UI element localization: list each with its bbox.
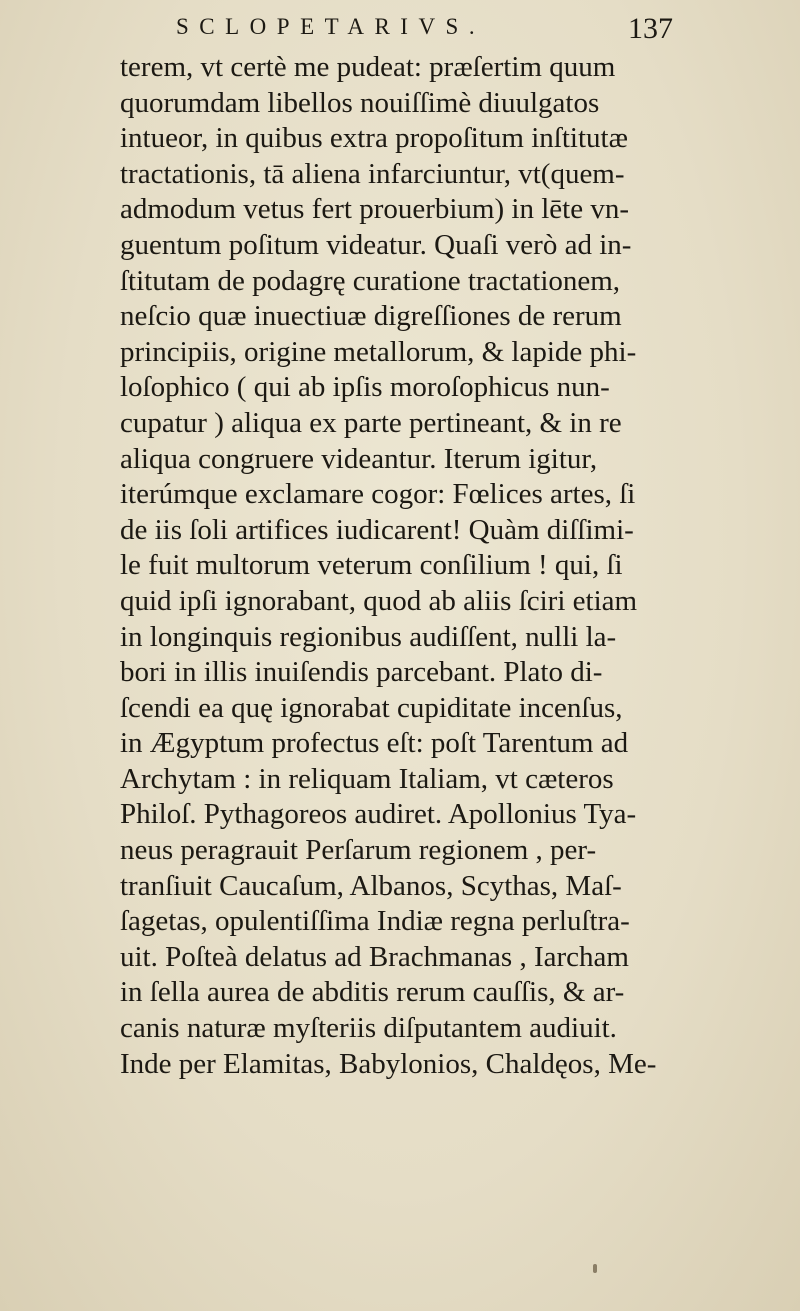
page-number: 137 [628, 12, 673, 45]
text-line: in ſella aurea de abditis rerum cauſſis, & ar- [120, 976, 625, 1009]
text-line: aliqua congruere videantur. Iterum igitur, [120, 442, 598, 475]
text-line: Philoſ. Pythagoreos audiret. Apollonius Tya- [120, 798, 637, 831]
text-line: ſtitutam de podagrę curatione tractationem, [120, 264, 621, 297]
text-line: admodum vetus fert prouerbium) in lēte vn- [120, 193, 629, 226]
text-line: ſagetas, opulentiſſima Indiæ regna perluſtra- [120, 905, 630, 938]
text-line: tranſiuit Caucaſum, Albanos, Scythas, Maſ- [120, 869, 622, 902]
text-line: de iis ſoli artifices iudicarent! Quàm diſſimi- [120, 513, 634, 546]
text-line: principiis, origine metallorum, & lapide phi- [120, 335, 637, 368]
text-line: quorumdam libellos nouiſſimè diuulgatos [120, 86, 600, 119]
text-line: bori in illis inuiſendis parcebant. Plato di- [120, 656, 603, 689]
text-line: iterúmque exclamare cogor: Fœlices artes, ſi [120, 478, 636, 511]
text-line: loſophico ( qui ab ipſis moroſophicus nun- [120, 371, 610, 404]
text-line: terem, vt certè me pudeat: præſertim quum [120, 51, 616, 83]
text-line: guentum poſitum videatur. Quaſi verò ad in- [120, 228, 632, 261]
text-line: uit. Poſteà delatus ad Brachmanas , Iarcham [120, 940, 629, 973]
text-line: in Ægyptum profectus eſt: poſt Tarentum ad [120, 727, 629, 760]
text-line: ſcendi ea quę ignorabat cupiditate incenſus, [120, 691, 623, 724]
text-line: quid ipſi ignorabant, quod ab aliis ſciri etiam [120, 584, 638, 617]
text-line: cupatur ) aliqua ex parte pertineant, & in re [120, 406, 622, 439]
text-line: intueor, in quibus extra propoſitum inſtitutæ [120, 122, 628, 155]
text-line: in longinquis regionibus audiſſent, nulli la- [120, 620, 617, 653]
text-line: neus peragrauit Perſarum regionem , per- [120, 834, 597, 867]
text-line: neſcio quæ inuectiuæ digreſſiones de rerum [120, 300, 622, 333]
body-text [120, 50, 780, 1082]
text-line: le fuit multorum veterum conſilium ! qui, ſi [120, 549, 623, 582]
running-head: SCLOPETARIVS. [176, 14, 486, 39]
text-line: Inde per Elamitas, Babylonios, Chaldęos, Me- [120, 1047, 657, 1080]
text-line: tractationis, tā aliena infarciuntur, vt(quem- [120, 157, 625, 190]
text-line: canis naturæ myſteriis diſputantem audiuit. [120, 1012, 617, 1045]
paper-speck [593, 1264, 597, 1273]
text-line: Archytam : in reliquam Italiam, vt cæteros [120, 762, 614, 795]
